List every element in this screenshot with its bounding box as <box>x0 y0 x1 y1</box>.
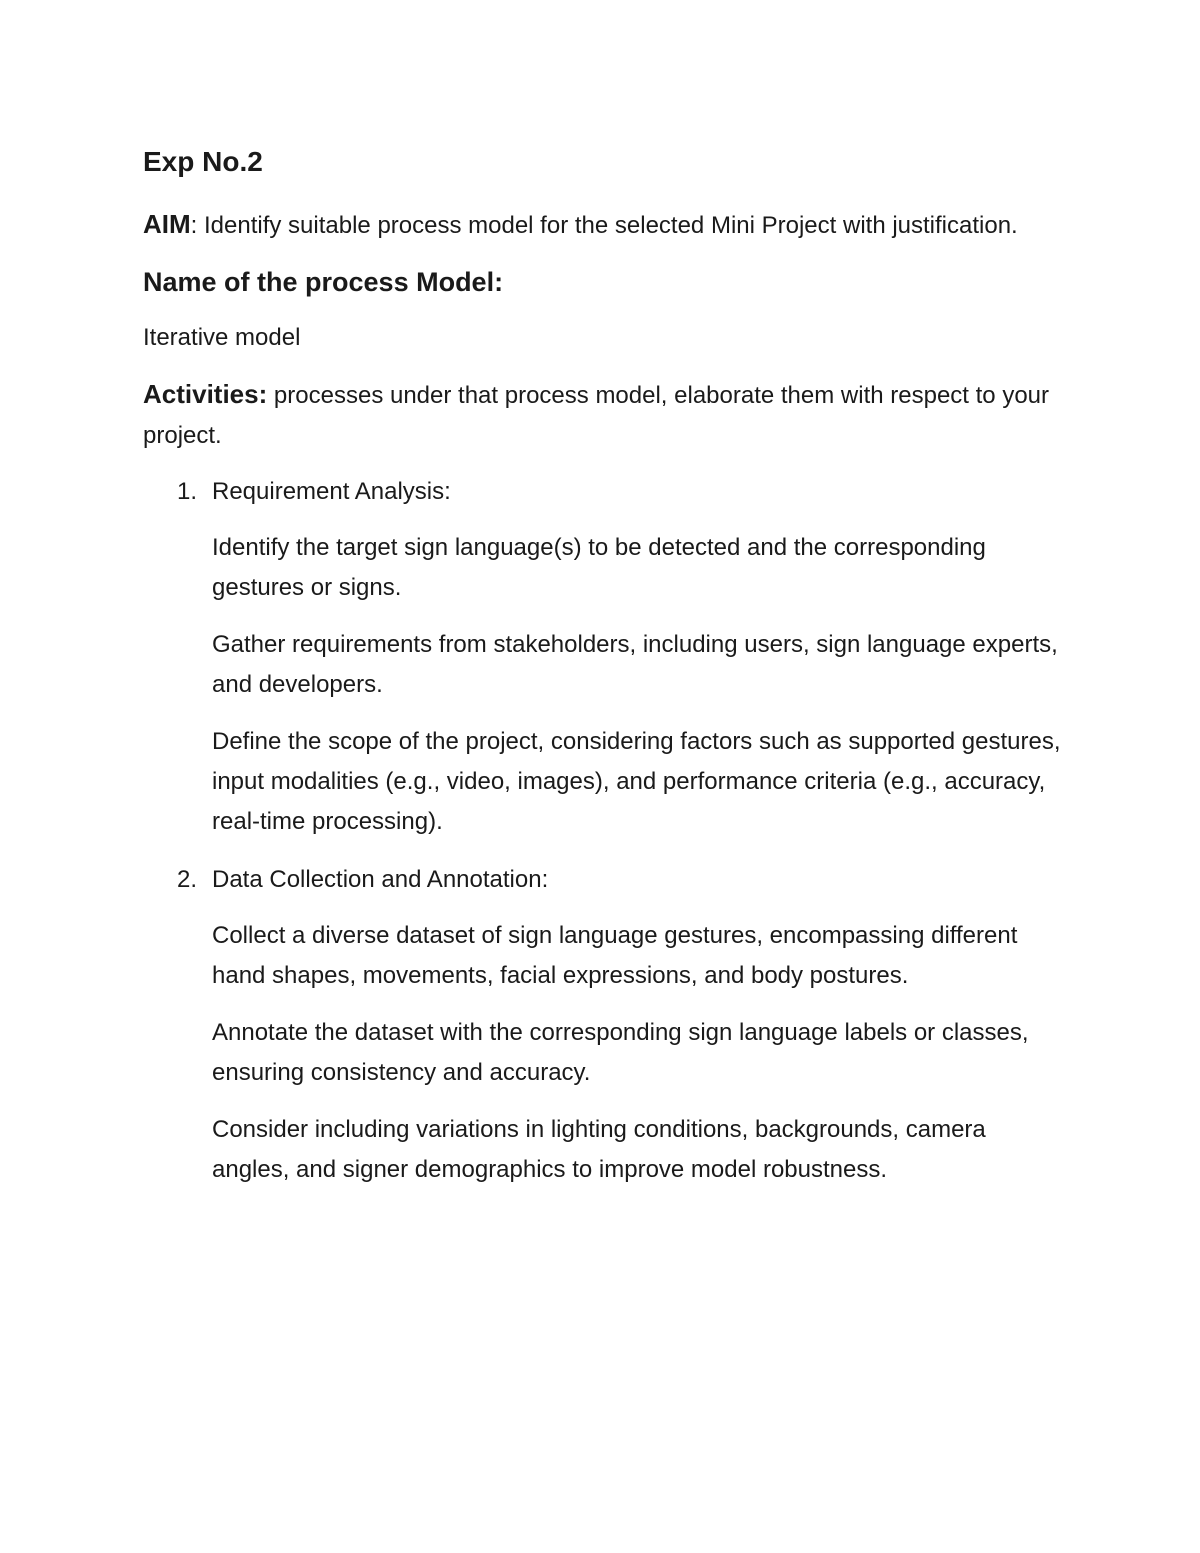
document-content <box>143 142 1063 1208</box>
list-item-number: 2. <box>177 866 198 893</box>
list-item-paragraph: Identify the target sign language(s) to be detected and the corresponding gestures or signs. <box>212 534 986 601</box>
list-item-data-collection <box>143 860 1063 1190</box>
activities-paragraph <box>143 374 1063 456</box>
aim-label: AIM <box>143 209 191 239</box>
list-item-paragraph: Consider including variations in lighting conditions, backgrounds, camera angles, and signer demographics to improve model robustness. <box>212 1116 986 1183</box>
list-item-paragraph: Define the scope of the project, considering factors such as supported gestures, input modalities (e.g., video, images), and performance criteria (e.g., accuracy, real-time processing). <box>212 728 1061 835</box>
aim-text: : Identify suitable process model for the selected Mini Project with justification. <box>190 212 1018 239</box>
list-item-number: 1. <box>177 478 198 505</box>
list-item-paragraph: Collect a diverse dataset of sign language gestures, encompassing different hand shapes, movements, facial expressions, and body postures. <box>212 922 1018 989</box>
activities-label: Activities: <box>143 379 268 409</box>
list-item-heading: Requirement Analysis: <box>212 478 451 505</box>
process-model-name: Iterative model <box>143 324 301 351</box>
list-item-heading: Data Collection and Annotation: <box>212 866 549 893</box>
list-item-paragraph: Gather requirements from stakeholders, including users, sign language experts, and developers. <box>212 631 1058 698</box>
activities-list <box>143 472 1063 1190</box>
activities-text: processes under that process model, elaborate them with respect to your project. <box>143 382 1049 449</box>
aim-paragraph <box>143 204 1063 246</box>
list-item-paragraph: Annotate the dataset with the corresponding sign language labels or classes, ensuring consistency and accuracy. <box>212 1019 1029 1086</box>
experiment-title: Exp No.2 <box>143 146 263 177</box>
process-model-heading: Name of the process Model: <box>143 267 504 297</box>
list-item-requirement-analysis <box>143 472 1063 842</box>
